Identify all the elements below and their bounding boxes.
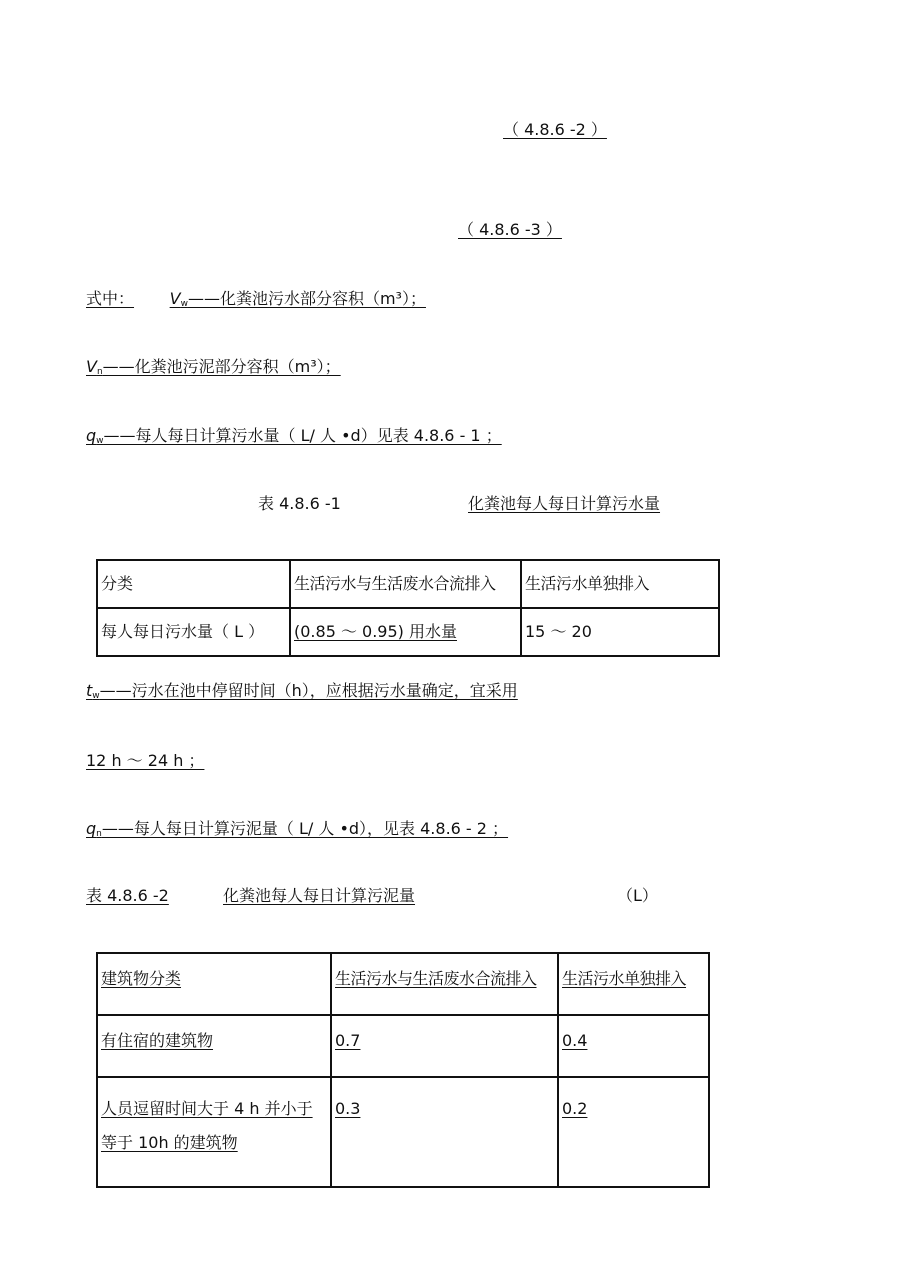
table2-number: 表 4.8.6 -2 bbox=[86, 886, 169, 905]
symbol-vw: $V_w$ bbox=[169, 289, 188, 309]
table1 bbox=[96, 559, 720, 657]
table1-header-cell: 分类 bbox=[97, 560, 290, 608]
symbol-tw: $t_w$ bbox=[86, 681, 100, 701]
definition-vw bbox=[86, 289, 426, 314]
table-row bbox=[97, 608, 719, 656]
definition-vn-text: ——化粪池污泥部分容积（m³）； bbox=[102, 357, 341, 376]
equation-number-2: （ 4.8.6 -2 ） bbox=[503, 120, 607, 139]
table2-cell: 0.2 bbox=[558, 1077, 709, 1187]
table1-title: 化粪池每人每日计算污水量 bbox=[468, 494, 661, 513]
definition-qn bbox=[86, 819, 508, 844]
table1-number: 表 4.8.6 -1 bbox=[258, 494, 341, 513]
table-row bbox=[97, 953, 709, 1015]
definition-prefix: 式中： bbox=[86, 289, 135, 308]
table2-header-cell: 生活污水单独排入 bbox=[558, 953, 709, 1015]
table1-cell: (0.85 ～ 0.95) 用水量 bbox=[290, 608, 521, 656]
table2-header-cell: 生活污水与生活废水合流排入 bbox=[331, 953, 558, 1015]
table2-unit: （L） bbox=[617, 886, 658, 905]
table2-title: 化粪池每人每日计算污泥量 bbox=[223, 886, 416, 905]
table-row bbox=[97, 1077, 709, 1187]
definition-qn-text: ——每人每日计算污泥量（ L/ 人 •d），见表 4.8.6 - 2 ； bbox=[101, 819, 509, 838]
definition-tw-range: 12 h ～ 24 h ； bbox=[86, 751, 205, 770]
table2-cell: 有住宿的建筑物 bbox=[97, 1015, 331, 1077]
table2-header-cell: 建筑物分类 bbox=[97, 953, 331, 1015]
symbol-qw: $q_w$ bbox=[86, 426, 104, 446]
table-row bbox=[97, 1015, 709, 1077]
definition-tw-text: ——污水在池中停留时间（h），应根据污水量确定，宜采用 bbox=[99, 681, 518, 700]
table-row bbox=[97, 560, 719, 608]
definition-vw-text: ——化粪池污水部分容积（m³）； bbox=[187, 289, 426, 308]
table2 bbox=[96, 952, 710, 1188]
table1-cell: 每人每日污水量（ L ） bbox=[97, 608, 290, 656]
definition-qw bbox=[86, 426, 502, 451]
table2-cell: 人员逗留时间大于 4 h 并小于等于 10h 的建筑物 bbox=[97, 1077, 331, 1187]
symbol-vn: $V_n$ bbox=[86, 357, 103, 377]
table1-header-cell: 生活污水单独排入 bbox=[521, 560, 719, 608]
table2-cell: 0.7 bbox=[331, 1015, 558, 1077]
table1-cell: 15 ～ 20 bbox=[521, 608, 719, 656]
definition-qw-text: ——每人每日计算污水量（ L/ 人 •d）见表 4.8.6 - 1 ； bbox=[103, 426, 502, 445]
table1-header-cell: 生活污水与生活废水合流排入 bbox=[290, 560, 521, 608]
symbol-qn: $q_n$ bbox=[86, 819, 102, 839]
definition-vn bbox=[86, 357, 341, 382]
table2-cell: 0.3 bbox=[331, 1077, 558, 1187]
definition-tw bbox=[86, 681, 518, 706]
equation-number-3: （ 4.8.6 -3 ） bbox=[458, 220, 562, 239]
table2-cell: 0.4 bbox=[558, 1015, 709, 1077]
